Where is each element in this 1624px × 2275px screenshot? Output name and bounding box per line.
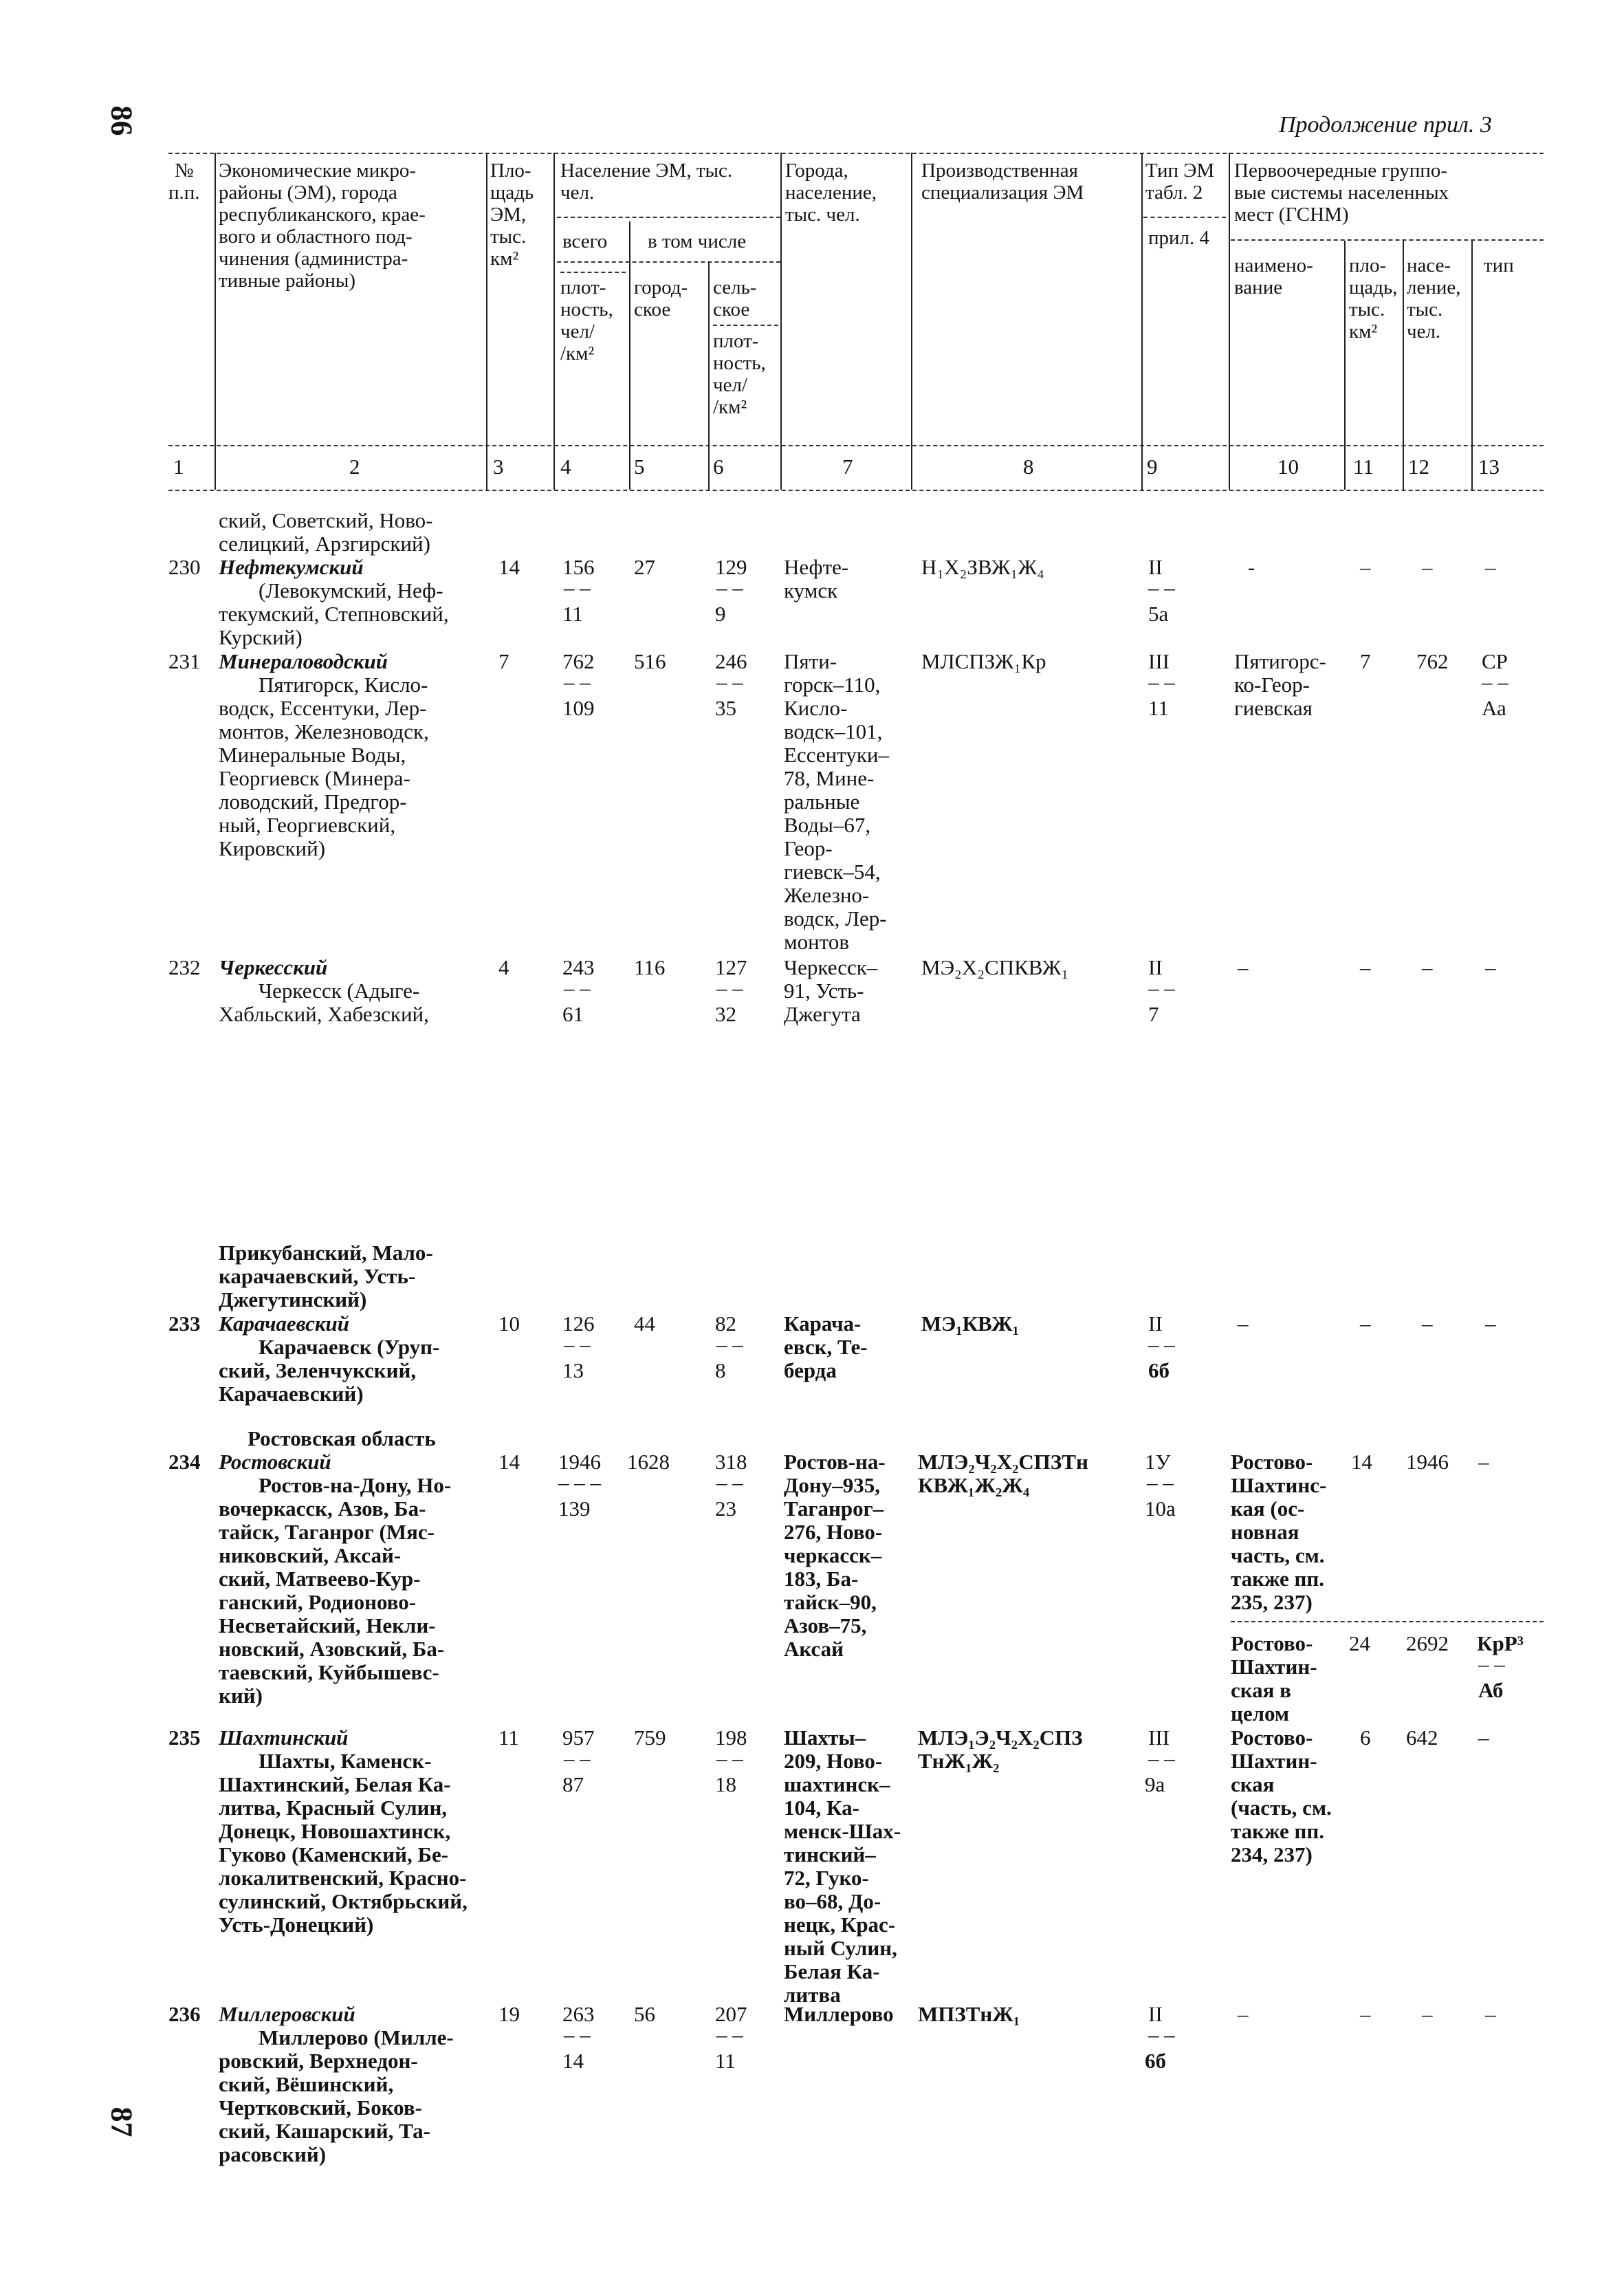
row-233-total: 126 bbox=[562, 1311, 595, 1336]
row-235-gsnm-area: 6 bbox=[1360, 1726, 1371, 1750]
row-230-density: 11 bbox=[562, 602, 583, 626]
colnum-7: 7 bbox=[842, 455, 853, 479]
row-230-num: 230 bbox=[168, 555, 201, 579]
row-233-rural-density: 8 bbox=[715, 1358, 726, 1382]
row-232-rural-density: 32 bbox=[715, 1002, 736, 1026]
row-231-gsnm-name: Пятигорс- ко-Геор- гиевская bbox=[1234, 649, 1326, 720]
row-235-density: 87 bbox=[562, 1772, 584, 1796]
row-234-area: 14 bbox=[498, 1450, 520, 1474]
row-231-gsnm-type-bot: Аа bbox=[1482, 696, 1506, 720]
row-236-area: 19 bbox=[498, 2002, 520, 2026]
row-236-type-top: II bbox=[1148, 2002, 1163, 2026]
header-col3: Пло- щадь ЭМ, тыс. км² bbox=[490, 160, 534, 270]
row-232-gsnm-area: – bbox=[1360, 955, 1371, 979]
row-235-name: Шахтинский bbox=[219, 1726, 349, 1750]
row-233-urban: 44 bbox=[634, 1311, 655, 1336]
row-233-type-dash: – – bbox=[1148, 1332, 1175, 1356]
row-234-gsnm-type: – bbox=[1478, 1450, 1489, 1474]
row-236-gsnm-area: – bbox=[1360, 2002, 1371, 2026]
row-234-num: 234 bbox=[168, 1450, 201, 1474]
row-231-type-top: III bbox=[1148, 649, 1170, 673]
row-232-type-top: II bbox=[1148, 955, 1163, 979]
row-231-num: 231 bbox=[168, 649, 201, 673]
row-236-districts: Миллерово (Милле- ровский, Верхнедон- ский, Вёшинский, Чертковский, Боков- ский, Кашарский, Та- расовский) bbox=[219, 2025, 454, 2166]
row-235-rural: 198 bbox=[715, 1726, 747, 1750]
row-231-rural-dash: – – bbox=[716, 670, 743, 694]
row-230-area: 14 bbox=[498, 555, 520, 579]
colnum-1: 1 bbox=[173, 455, 184, 479]
vline-12 bbox=[1471, 241, 1473, 490]
row-233-rural: 82 bbox=[715, 1311, 736, 1336]
row-230-rural-dash: – – bbox=[716, 576, 743, 600]
row-235-total-dash: – – bbox=[564, 1746, 591, 1770]
row-236-gsnm-name: – bbox=[1238, 2002, 1249, 2026]
row-231-urban: 516 bbox=[634, 649, 666, 673]
vline-7 bbox=[911, 153, 912, 490]
row-231-gsnm-type-dash: – – bbox=[1482, 670, 1508, 694]
row-235-num: 235 bbox=[168, 1726, 201, 1750]
row-233-num: 233 bbox=[168, 1311, 201, 1336]
row-235-type-bot: 9а bbox=[1145, 1772, 1165, 1796]
row-232-type-dash: – – bbox=[1148, 976, 1175, 1000]
row-230-total: 156 bbox=[562, 555, 595, 579]
pop-rural-divider bbox=[713, 325, 778, 326]
row-233-name: Карачаевский bbox=[219, 1311, 350, 1336]
row-231-type-dash: – – bbox=[1148, 670, 1175, 694]
colnum-10: 10 bbox=[1277, 455, 1299, 479]
row-235-area: 11 bbox=[498, 1726, 519, 1750]
region-heading: Ростовская область bbox=[248, 1426, 436, 1450]
row-232-type-bot: 7 bbox=[1148, 1002, 1159, 1026]
header-col9-sub: прил. 4 bbox=[1148, 227, 1210, 249]
row-235-urban: 759 bbox=[634, 1726, 666, 1750]
row-235-total: 957 bbox=[562, 1726, 595, 1750]
row-234-type-dash: – – bbox=[1147, 1470, 1174, 1494]
row-232-area: 4 bbox=[498, 955, 509, 979]
row-235-type-top: III bbox=[1148, 1726, 1170, 1750]
continuation-label: Продолжение прил. 3 bbox=[1279, 112, 1492, 138]
header-pop-urban: город- ское bbox=[634, 276, 688, 320]
row-235-gsnm-type: – bbox=[1478, 1726, 1489, 1750]
header-col1: № п.п. bbox=[168, 160, 200, 204]
row-230-gsnm-name: - bbox=[1248, 555, 1255, 579]
pop-sub-rule bbox=[557, 261, 780, 263]
row-232-name: Черкесский bbox=[219, 955, 328, 979]
row-234-cities: Ростов-на- Дону–935, Таганрог– 276, Ново- черкасск– 183, Ба- тайск–90, Азов–75, Аксай bbox=[784, 1450, 886, 1661]
colnum-11: 11 bbox=[1353, 455, 1374, 479]
row-235-rural-dash: – – bbox=[716, 1746, 743, 1770]
row-231-gsnm-area: 7 bbox=[1360, 649, 1371, 673]
row-230-rural-density: 9 bbox=[715, 602, 726, 626]
row-230-cities: Нефте- кумск bbox=[784, 555, 849, 602]
row-231-type-bot: 11 bbox=[1148, 696, 1169, 720]
row-231-total: 762 bbox=[562, 649, 595, 673]
header-gsnm-area: пло- щадь, тыс. км² bbox=[1349, 254, 1398, 342]
pop-total-divider bbox=[560, 272, 626, 273]
row-236-rural-density: 11 bbox=[715, 2049, 736, 2073]
header-gsnm-pop: насе- ление, тыс. чел. bbox=[1407, 254, 1461, 342]
row-234-gsnm-name: Ростово- Шахтинс- кая (ос- новная часть, см. также пп. 235, 237) bbox=[1231, 1450, 1327, 1614]
row-230-gsnm-type: – bbox=[1485, 555, 1496, 579]
row-234-gsnm2-name: Ростово- Шахтин- ская в целом bbox=[1231, 1631, 1317, 1726]
colnum-2: 2 bbox=[349, 455, 360, 479]
row-236-gsnm-pop: – bbox=[1422, 2002, 1433, 2026]
row-232-districts: Черкесск (Адыге- Хабльский, Хабезский, bbox=[219, 979, 429, 1026]
header-gsnm-type: тип bbox=[1484, 254, 1514, 276]
row-235-gsnm-name: Ростово- Шахтин- ская (часть, см. также пп. 234, 237) bbox=[1231, 1726, 1332, 1866]
row-234-gsnm-area: 14 bbox=[1351, 1450, 1372, 1474]
header-pop-group: Население ЭМ, тыс. чел. bbox=[560, 160, 733, 204]
row-232-cities: Черкесск– 91, Усть- Джегута bbox=[784, 955, 878, 1026]
colnum-8: 8 bbox=[1023, 455, 1034, 479]
vline-5 bbox=[708, 261, 710, 490]
row-230-spec: Н₁Х₂ЗВЖ₁Ж₄ bbox=[921, 555, 1044, 579]
row-234-total-dash: – – – bbox=[558, 1470, 601, 1494]
header-col7: Города, население, тыс. чел. bbox=[785, 160, 877, 226]
row-232-total-dash: – – bbox=[564, 976, 591, 1000]
row-236-gsnm-type: – bbox=[1485, 2002, 1496, 2026]
row-233-type-bot: 6б bbox=[1148, 1358, 1170, 1382]
colnum-5: 5 bbox=[634, 455, 645, 479]
header-pop-rural: сель- ское bbox=[713, 276, 757, 320]
header-col8: Производственная специализация ЭМ bbox=[921, 160, 1084, 204]
header-col9: Тип ЭМ табл. 2 bbox=[1145, 160, 1215, 204]
row-230-rural: 129 bbox=[715, 555, 747, 579]
row-236-num: 236 bbox=[168, 2002, 201, 2026]
row-233-rural-dash: – – bbox=[716, 1332, 743, 1356]
row-234-gsnm2-area: 24 bbox=[1349, 1631, 1370, 1655]
row-234-districts: Ростов-на-Дону, Но- вочеркасск, Азов, Ба- тайск, Таганрог (Мяс- никовский, Аксай- ский, Матвеево-Кур- ганский, Родионово- Несветайский, Некли- новский, Азовский, Ба- таевский, Куйбышевс- кий) bbox=[219, 1473, 452, 1708]
row-235-cities: Шахты– 209, Ново- шахтинск– 104, Ка- менск-Шах- тинский– 72, Гуко- во–68, До- нецк, Крас- ный Сулин, Белая Ка- литва bbox=[784, 1726, 901, 2007]
row-231-density: 109 bbox=[562, 696, 595, 720]
row-236-total: 263 bbox=[562, 2002, 595, 2026]
row-230-total-dash: – – bbox=[564, 576, 591, 600]
row-232-spec: МЭ₂Х₂СПКВЖ₁ bbox=[921, 955, 1069, 979]
continuation-text-1: ский, Советский, Ново- селицкий, Арзгирский) bbox=[219, 508, 433, 556]
col9-sub-rule bbox=[1143, 217, 1226, 218]
colnum-12: 12 bbox=[1408, 455, 1429, 479]
row-234-rural-dash: – – bbox=[716, 1470, 743, 1494]
colnum-3: 3 bbox=[493, 455, 504, 479]
row-234-gsnm2-type-dash: – – bbox=[1478, 1652, 1505, 1676]
vline-10 bbox=[1344, 241, 1346, 490]
row-232-rural: 127 bbox=[715, 955, 747, 979]
row-235-gsnm-pop: 642 bbox=[1406, 1726, 1438, 1750]
numbers-bottom-rule bbox=[168, 490, 1544, 491]
row-235-districts: Шахты, Каменск- Шахтинский, Белая Ка- литва, Красный Сулин, Донецк, Новошахтинск, Гуково (Каменский, Бе- локалитвенский, Красно- сулинский, Октябрьский, Усть-Донецкий) bbox=[219, 1749, 468, 1937]
row-236-spec: МПЗТнЖ₁ bbox=[918, 2002, 1020, 2026]
vline-1 bbox=[215, 153, 216, 490]
row-234-name: Ростовский bbox=[219, 1450, 331, 1474]
vline-11 bbox=[1403, 241, 1404, 490]
row-234-total: 1946 bbox=[558, 1450, 601, 1474]
vline-8 bbox=[1141, 153, 1143, 490]
row-230-districts: (Левокумский, Неф- текумский, Степновский, Курский) bbox=[219, 578, 449, 649]
row-231-name: Минераловодский bbox=[219, 649, 388, 673]
row-232-rural-dash: – – bbox=[716, 976, 743, 1000]
row-231-gsnm-pop: 762 bbox=[1416, 649, 1449, 673]
row-234-rural-density: 23 bbox=[715, 1496, 736, 1521]
row-235-spec: МЛЭ₁Э₂Ч₂Х₂СПЗ ТнЖ₁Ж₂ bbox=[918, 1726, 1083, 1773]
row-234-type-top: 1У bbox=[1145, 1450, 1171, 1474]
header-pop-total: всего bbox=[562, 230, 608, 252]
row-233-gsnm-name: – bbox=[1238, 1311, 1249, 1336]
vline-2 bbox=[486, 153, 487, 490]
row-232-urban: 116 bbox=[634, 955, 666, 979]
header-bottom-rule bbox=[168, 445, 1544, 446]
row-234-gsnm-divider bbox=[1231, 1621, 1544, 1622]
row-233-cities: Карача- евск, Те- берда bbox=[784, 1311, 868, 1382]
row-230-type-bot: 5а bbox=[1148, 602, 1169, 626]
row-232-gsnm-name: – bbox=[1238, 955, 1249, 979]
row-234-rural: 318 bbox=[715, 1450, 747, 1474]
row-231-rural-density: 35 bbox=[715, 696, 736, 720]
row-234-gsnm2-type-top: КрР³ bbox=[1477, 1631, 1524, 1655]
header-top-rule bbox=[168, 153, 1544, 154]
row-236-urban: 56 bbox=[634, 2002, 655, 2026]
row-234-gsnm2-pop: 2692 bbox=[1406, 1631, 1449, 1655]
header-col2: Экономические микро- районы (ЭМ), города республиканского, крае- вого и областного под- чинения (администра- тивные районы) bbox=[219, 160, 426, 292]
page-number-top: 86 bbox=[105, 105, 139, 136]
vline-9 bbox=[1229, 153, 1230, 490]
header-pop-total-sub: плот- ность, чел/ /км² bbox=[560, 276, 613, 364]
row-233-total-dash: – – bbox=[564, 1332, 591, 1356]
colnum-6: 6 bbox=[713, 455, 724, 479]
row-234-density: 139 bbox=[558, 1496, 591, 1521]
row-233-gsnm-pop: – bbox=[1422, 1311, 1433, 1336]
colnum-9: 9 bbox=[1147, 455, 1158, 479]
vline-3 bbox=[553, 153, 555, 490]
page-number-bottom: 87 bbox=[105, 2107, 139, 2137]
row-233-gsnm-area: – bbox=[1360, 1311, 1371, 1336]
row-231-gsnm-type-top: СР bbox=[1482, 649, 1508, 673]
row-233-gsnm-type: – bbox=[1485, 1311, 1496, 1336]
row-232-total: 243 bbox=[562, 955, 595, 979]
row-230-name: Нефтекумский bbox=[219, 555, 364, 579]
vline-6 bbox=[780, 153, 782, 490]
row-234-spec: МЛЭ₂Ч₂Х₂СПЗТн КВЖ₁Ж₂Ж₄ bbox=[918, 1450, 1088, 1497]
row-231-districts: Пятигорск, Кисло- водск, Ессентуки, Лер- монтов, Железноводск, Минеральные Воды, Георгиевск (Минера- ловодский, Предгор- ный, Георгиевский, Кировский) bbox=[219, 673, 429, 860]
row-232-density: 61 bbox=[562, 1002, 584, 1026]
row-231-total-dash: – – bbox=[564, 670, 591, 694]
continuation-text-2: Прикубанский, Мало- карачаевский, Усть- Джегутинский) bbox=[219, 1241, 433, 1311]
row-230-urban: 27 bbox=[634, 555, 655, 579]
row-231-spec: МЛСПЗЖ₁Кр bbox=[921, 649, 1046, 673]
row-234-gsnm2-type-bot: Аб bbox=[1478, 1678, 1504, 1702]
header-pop-rural-sub: плот- ность, чел/ /км² bbox=[713, 330, 766, 418]
row-236-rural: 207 bbox=[715, 2002, 747, 2026]
row-236-total-dash: – – bbox=[564, 2023, 591, 2047]
row-232-gsnm-type: – bbox=[1485, 955, 1496, 979]
row-233-type-top: II bbox=[1148, 1311, 1163, 1336]
row-232-gsnm-pop: – bbox=[1422, 955, 1433, 979]
row-236-cities: Миллерово bbox=[784, 2002, 894, 2026]
header-pop-incl: в том числе bbox=[648, 230, 747, 252]
row-230-gsnm-area: – bbox=[1360, 555, 1371, 579]
row-236-type-dash: – – bbox=[1148, 2023, 1175, 2047]
row-233-area: 10 bbox=[498, 1311, 520, 1336]
colnum-4: 4 bbox=[560, 455, 571, 479]
row-236-name: Миллеровский bbox=[219, 2002, 355, 2026]
gsnm-group-rule bbox=[1231, 239, 1544, 241]
row-231-area: 7 bbox=[498, 649, 509, 673]
row-234-type-bot: 10а bbox=[1145, 1496, 1176, 1521]
row-230-gsnm-pop: – bbox=[1422, 555, 1433, 579]
row-235-type-dash: – – bbox=[1148, 1746, 1175, 1770]
row-234-urban: 1628 bbox=[627, 1450, 670, 1474]
row-231-rural: 246 bbox=[715, 649, 747, 673]
row-230-type-dash: – – bbox=[1148, 576, 1175, 600]
row-233-districts: Карачаевск (Уруп- ский, Зеленчукский, Карачаевский) bbox=[219, 1335, 440, 1406]
row-231-cities: Пяти- горск–110, Кисло- водск–101, Ессентуки– 78, Мине- ральные Воды–67, Геор- гиевск–54, Железно- водск, Лер- монтов bbox=[784, 649, 889, 954]
row-234-gsnm-pop: 1946 bbox=[1406, 1450, 1449, 1474]
colnum-13: 13 bbox=[1478, 455, 1500, 479]
row-236-type-bot: 6б bbox=[1145, 2049, 1166, 2073]
pop-group-rule bbox=[557, 217, 780, 218]
row-233-spec: МЭ₁КВЖ₁ bbox=[921, 1311, 1019, 1336]
row-230-type-top: II bbox=[1148, 555, 1163, 579]
header-gsnm-name: наимено- вание bbox=[1234, 254, 1313, 298]
row-232-num: 232 bbox=[168, 955, 201, 979]
vline-4 bbox=[629, 221, 630, 490]
row-233-density: 13 bbox=[562, 1358, 584, 1382]
row-236-density: 14 bbox=[562, 2049, 584, 2073]
row-236-rural-dash: – – bbox=[716, 2023, 743, 2047]
row-235-rural-density: 18 bbox=[715, 1772, 736, 1796]
header-gsnm-group: Первоочередные группо- вые системы населенных мест (ГСНМ) bbox=[1234, 160, 1449, 226]
